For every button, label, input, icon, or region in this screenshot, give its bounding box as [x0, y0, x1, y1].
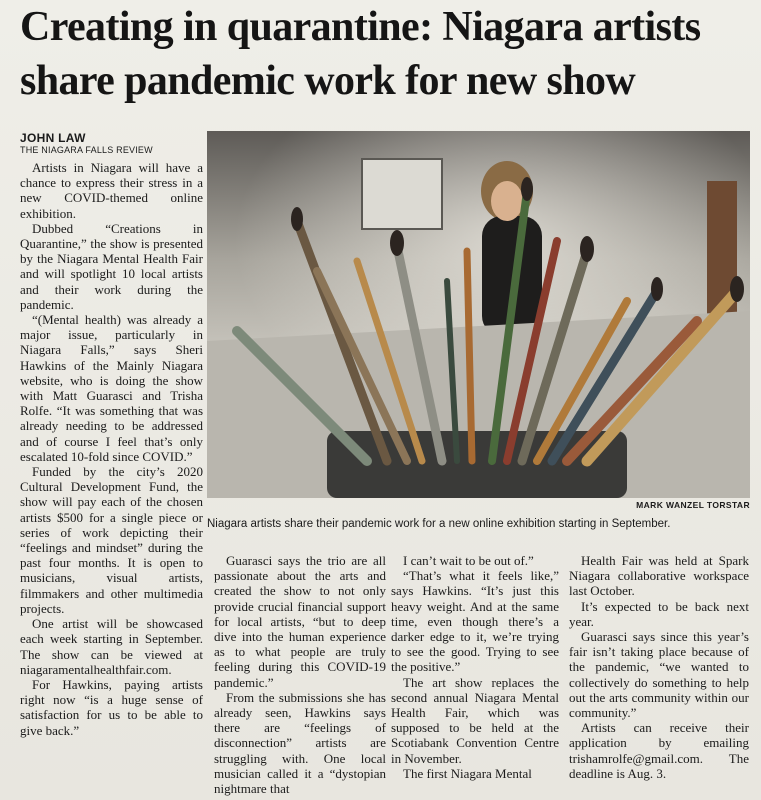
- headline-line-2: share pandemic work for new show: [20, 58, 636, 104]
- article-column-2: [214, 553, 386, 796]
- paragraph: Artists can receive their application by emailing trishamrolfe@gmail.com. The deadline is Aug. 3.: [569, 720, 749, 781]
- article-column-4: [569, 553, 749, 781]
- photo-credit: MARK WANZEL TORSTAR: [636, 500, 750, 510]
- paragraph: I can’t wait to be out of.”: [403, 553, 534, 568]
- photo-caption: Niagara artists share their pandemic work for a new online exhibition starting in September.: [207, 518, 671, 530]
- author-byline: JOHN LAW: [20, 131, 86, 145]
- paragraph: Artists in Niagara will have a chance to express their stress in a new COVID-themed online exhibition.: [20, 160, 203, 221]
- headline: [20, 0, 750, 108]
- paragraph: The art show replaces the second annual Niagara Mental Health Fair, which was supposed to be held at the Scotiabank Convention Centre in November.: [391, 674, 559, 766]
- paragraph: From the submissions she has already seen, Hawkins says there are “feelings of disconnection” artists are struggling with. One local musician called it a “dystopian nightmare that: [214, 689, 386, 797]
- photo-illustration: [207, 131, 750, 498]
- paragraph: Guarasci says the trio are all passionate about the arts and created the show to not only provide crucial financial support for local artists, “but to deep dive into the human experience as to what people are truly feeling during this COVID-19 pandemic.”: [214, 553, 386, 690]
- article-column-1: [20, 160, 203, 738]
- paragraph: “That’s what it feels like,” says Hawkins. “It’s just this heavy weight. And at the same time, even though there’s a darker edge to it, we’re trying to see the good. Trying to see the positive.”: [391, 568, 559, 675]
- paragraph: Guarasci says since this year’s fair isn’t taking place because of the pandemic, “we wanted to collectively do something to help out the arts community within our community.”: [569, 629, 749, 721]
- paragraph: One artist will be showcased each week starting in September. The show can be viewed at niagaramentalhealthfair.com.: [20, 616, 203, 677]
- publication-name: THE NIAGARA FALLS REVIEW: [20, 145, 153, 155]
- paragraph: “(Mental health) was already a major issue, particularly in Niagara Falls,” says Sheri Hawkins of the Mainly Niagara website, who is doing the show with Matt Guarasci and Trisha Rolfe. “It was something that was already needing to be addressed and of course I feel that’s only escalated 10-fold since COVID.”: [20, 312, 203, 464]
- headline-line-1: Creating in quarantine: Niagara artists: [20, 4, 701, 50]
- paragraph: For Hawkins, paying artists right now “is a huge sense of satisfaction for us to be able to give back.”: [20, 676, 203, 738]
- paragraph: It’s expected to be back next year.: [569, 598, 749, 629]
- paragraph: Funded by the city’s 2020 Cultural Development Fund, the show will pay each of the chosen artists $500 for a single piece or series of work depicting their “feelings and mindset” during the past four months. It is open to musicians, visual artists, filmmakers and other multimedia projects.: [20, 464, 203, 616]
- paragraph: Dubbed “Creations in Quarantine,” the show is presented by the Niagara Mental Health Fair and will spotlight 10 local artists and their work during the pandemic.: [20, 220, 203, 312]
- paintbrushes-photo: [207, 131, 750, 498]
- paragraph: The first Niagara Mental: [403, 765, 532, 781]
- paragraph: Health Fair was held at Spark Niagara collaborative workspace last October.: [569, 553, 749, 599]
- article-column-3: [391, 553, 559, 781]
